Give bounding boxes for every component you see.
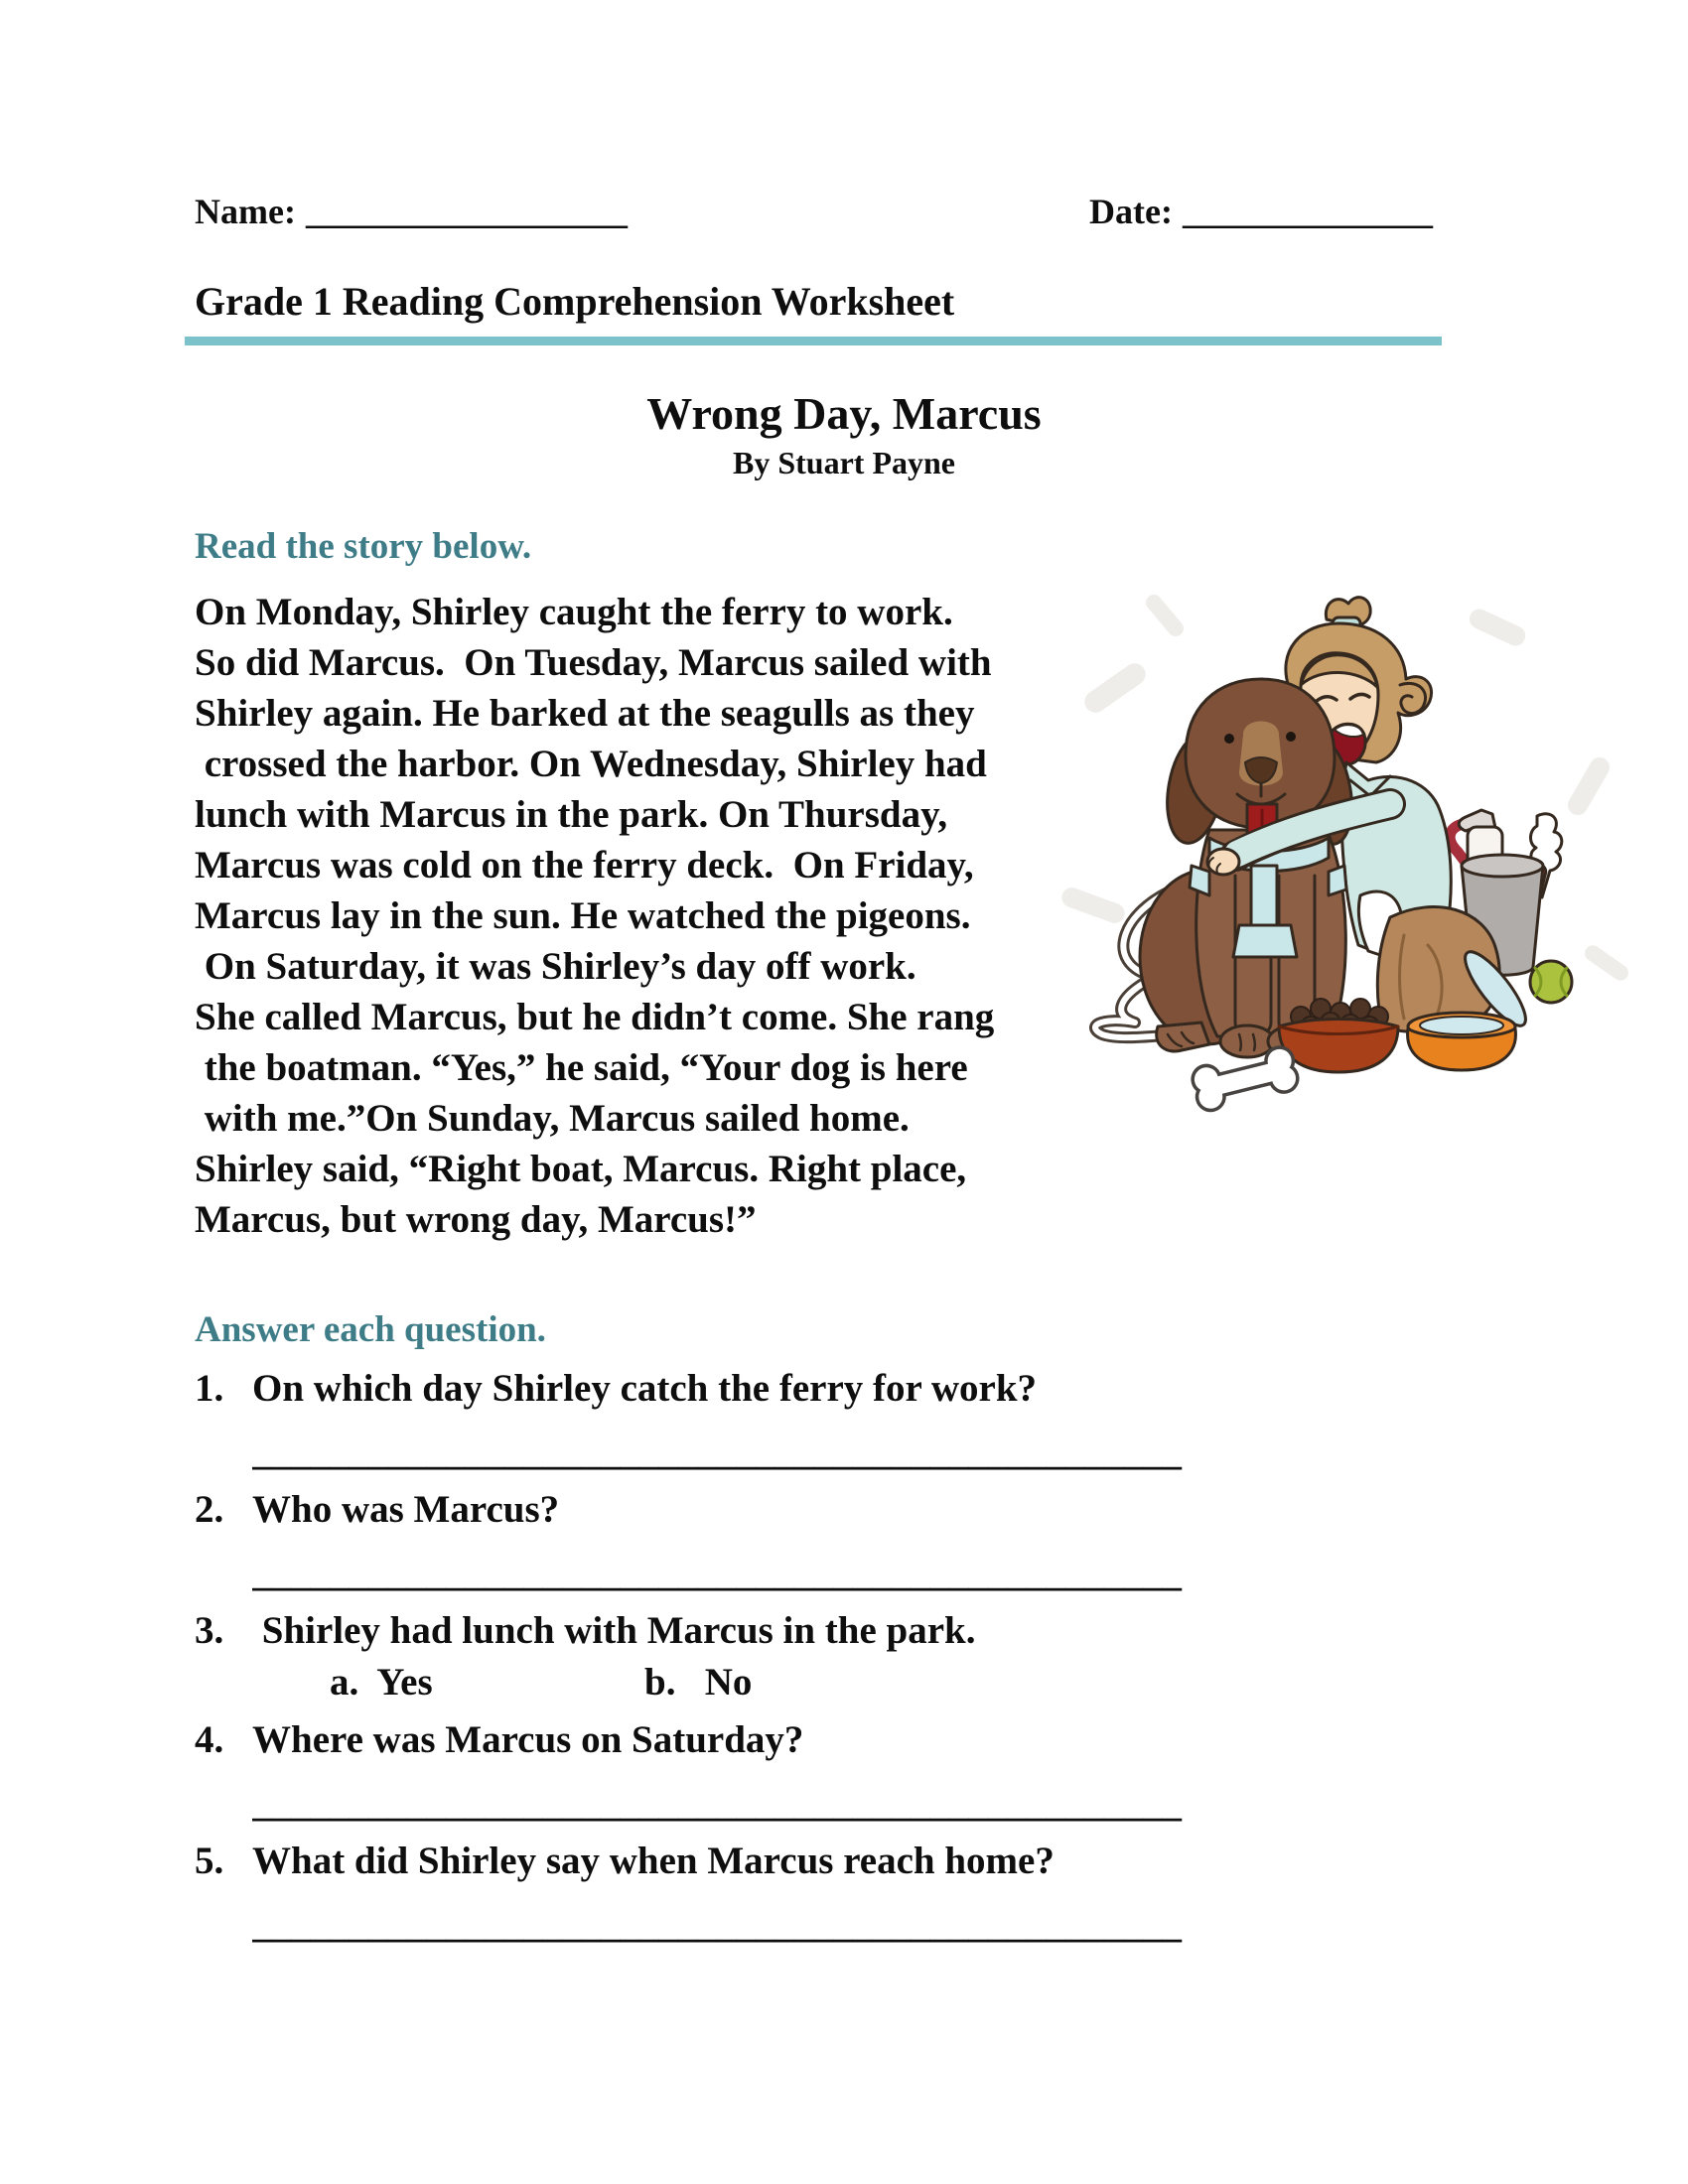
story-line: So did Marcus. On Tuesday, Marcus sailed with [195,641,992,684]
name-field [195,191,628,232]
name-input-line[interactable]: __________________ [305,192,628,231]
story-line: lunch with Marcus in the park. On Thursday, [195,793,948,836]
tennis-ball-icon [1530,961,1572,1003]
question-text: On which day Shirley catch the ferry for work? [252,1367,1038,1410]
story-line: Shirley said, “Right boat, Marcus. Right place, [195,1148,967,1190]
water-bowl [1408,1013,1516,1070]
question-5 [195,1839,1257,1884]
question-1-answer-line[interactable]: ________________________________________________ [252,1431,1182,1473]
name-label: Name: [195,192,296,231]
question-2-answer-line[interactable]: ________________________________________________ [252,1552,1182,1594]
question-2 [195,1487,1257,1533]
questions-section [195,1366,1257,1948]
option-a-yes[interactable]: a. Yes [330,1661,433,1704]
question-number: 2. [195,1488,224,1531]
story-line: the boatman. “Yes,” he said, “Your dog is here [195,1046,968,1089]
question-text: Shirley had lunch with Marcus in the park. [252,1609,976,1652]
header [195,191,1433,232]
question-4 [195,1717,1257,1763]
question-number: 5. [195,1840,224,1882]
story-line: On Saturday, it was Shirley’s day off work. [195,945,916,988]
story-line: Shirley again. He barked at the seagulls as they [195,692,975,735]
question-text: Who was Marcus? [252,1488,560,1531]
story-text [195,587,994,1245]
story-line: Marcus was cold on the ferry deck. On Friday, [195,844,974,887]
date-label: Date: [1089,192,1173,231]
question-3 [195,1608,1257,1654]
question-5-answer-line[interactable]: ________________________________________________ [252,1903,1182,1946]
question-number: 1. [195,1367,224,1410]
story-line: Marcus lay in the sun. He watched the pigeons. [195,894,971,937]
option-b-no[interactable]: b. No [644,1661,753,1704]
question-text: Where was Marcus on Saturday? [252,1718,804,1761]
date-field [1089,191,1433,232]
story-line: with me.”On Sunday, Marcus sailed home. [195,1097,910,1140]
section-divider [185,337,1442,345]
question-text: What did Shirley say when Marcus reach home? [252,1840,1055,1882]
question-4-answer-line[interactable]: ________________________________________________ [252,1782,1182,1825]
story-byline: By Stuart Payne [733,445,955,480]
story-line: crossed the harbor. On Wednesday, Shirley had [195,743,987,785]
read-story-heading: Read the story below. [195,526,532,567]
dog-hug-illustration [1041,568,1636,1263]
story-line: On Monday, Shirley caught the ferry to work. [195,591,953,633]
date-input-line[interactable]: ______________ [1183,192,1433,231]
question-1 [195,1366,1257,1412]
question-number: 4. [195,1718,224,1761]
question-number: 3. [195,1609,224,1652]
story-title: Wrong Day, Marcus [646,388,1042,439]
question-3-options [330,1660,1257,1706]
food-bowl [1279,999,1398,1072]
story-line: She called Marcus, but he didn’t come. She rang [195,996,995,1038]
answer-questions-heading: Answer each question. [195,1309,546,1350]
story-line: Marcus, but wrong day, Marcus!” [195,1198,757,1241]
worksheet-heading: Grade 1 Reading Comprehension Worksheet [195,279,955,324]
